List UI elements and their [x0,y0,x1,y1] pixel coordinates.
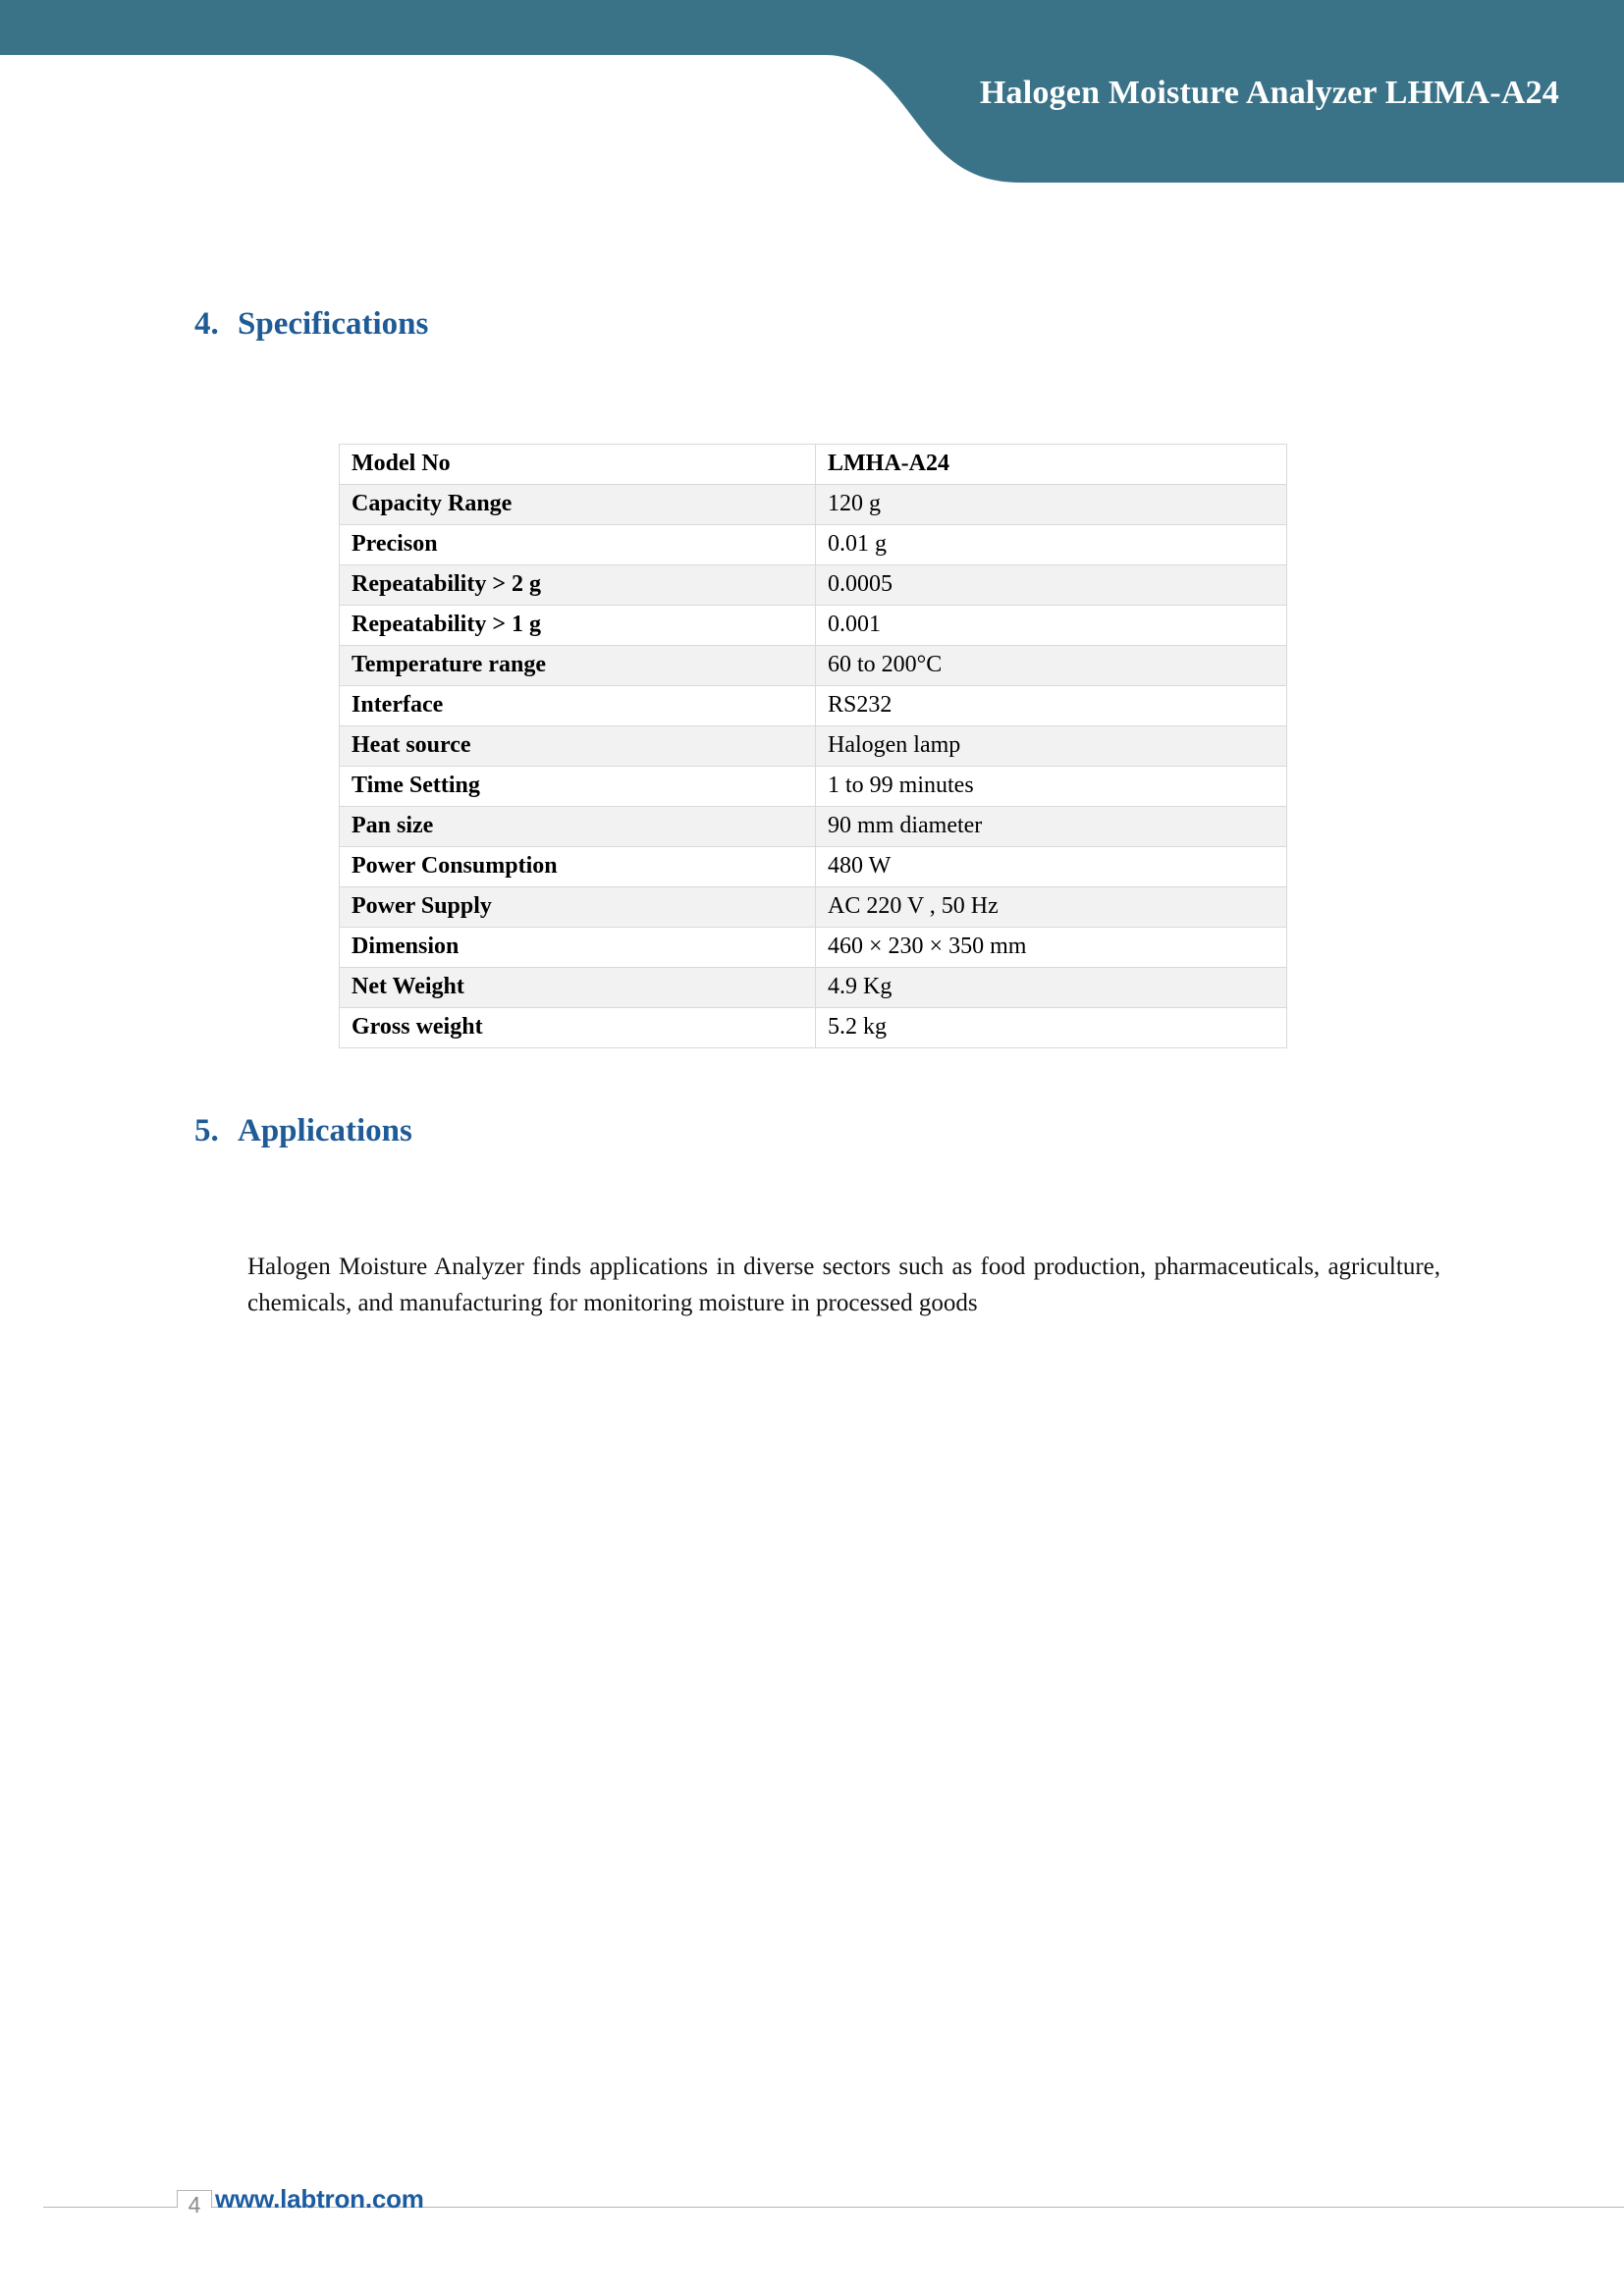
spec-value: 1 to 99 minutes [816,767,1287,807]
spec-value: Halogen lamp [816,726,1287,767]
spec-label: Pan size [340,807,816,847]
table-row [340,606,1287,646]
spec-label: Heat source [340,726,816,767]
table-row [340,928,1287,968]
spec-value: RS232 [816,686,1287,726]
table-row [340,807,1287,847]
table-row [340,445,1287,485]
spec-label: Capacity Range [340,485,816,525]
table-row [340,646,1287,686]
section-title: Applications [238,1113,412,1148]
footer-website-link[interactable]: www.labtron.com [215,2184,424,2214]
table-row [340,686,1287,726]
spec-value: LMHA-A24 [816,445,1287,485]
footer-divider-left [43,2207,177,2208]
spec-label: Temperature range [340,646,816,686]
section-heading-applications [194,1113,412,1148]
table-row [340,565,1287,606]
spec-label: Model No [340,445,816,485]
table-row [340,726,1287,767]
spec-value: 5.2 kg [816,1008,1287,1048]
page-number: 4 [188,2191,201,2217]
spec-label: Time Setting [340,767,816,807]
applications-paragraph: Halogen Moisture Analyzer finds applications in diverse sectors such as food production, pharmaceuticals, agriculture, chemicals, and manufacturing for monitoring moisture in processed goods [247,1254,1440,1316]
table-row [340,1008,1287,1048]
spec-label: Gross weight [340,1008,816,1048]
specifications-table [339,444,1287,1048]
spec-value: 460 × 230 × 350 mm [816,928,1287,968]
section-number: 5. [194,1113,219,1148]
spec-value: 90 mm diameter [816,807,1287,847]
spec-value: 120 g [816,485,1287,525]
spec-value: 480 W [816,847,1287,887]
table-row [340,485,1287,525]
spec-label: Repeatability > 2 g [340,565,816,606]
spec-value: 0.0005 [816,565,1287,606]
section-heading-specifications [194,306,428,342]
spec-value: AC 220 V , 50 Hz [816,887,1287,928]
spec-label: Power Supply [340,887,816,928]
header-title: Halogen Moisture Analyzer LHMA-A24 [979,75,1559,111]
table-row [340,767,1287,807]
table-row [340,968,1287,1008]
spec-value: 0.001 [816,606,1287,646]
specifications-table-body [340,445,1287,1048]
spec-label: Net Weight [340,968,816,1008]
table-row [340,887,1287,928]
spec-value: 0.01 g [816,525,1287,565]
spec-label: Repeatability > 1 g [340,606,816,646]
spec-value: 4.9 Kg [816,968,1287,1008]
section-number: 4. [194,306,219,342]
table-row [340,847,1287,887]
spec-value: 60 to 200°C [816,646,1287,686]
spec-label: Dimension [340,928,816,968]
page-footer [0,2175,1624,2264]
spec-label: Interface [340,686,816,726]
page-header [0,0,1624,196]
spec-label: Power Consumption [340,847,816,887]
section-title: Specifications [238,306,429,342]
table-row [340,525,1287,565]
spec-label: Precison [340,525,816,565]
